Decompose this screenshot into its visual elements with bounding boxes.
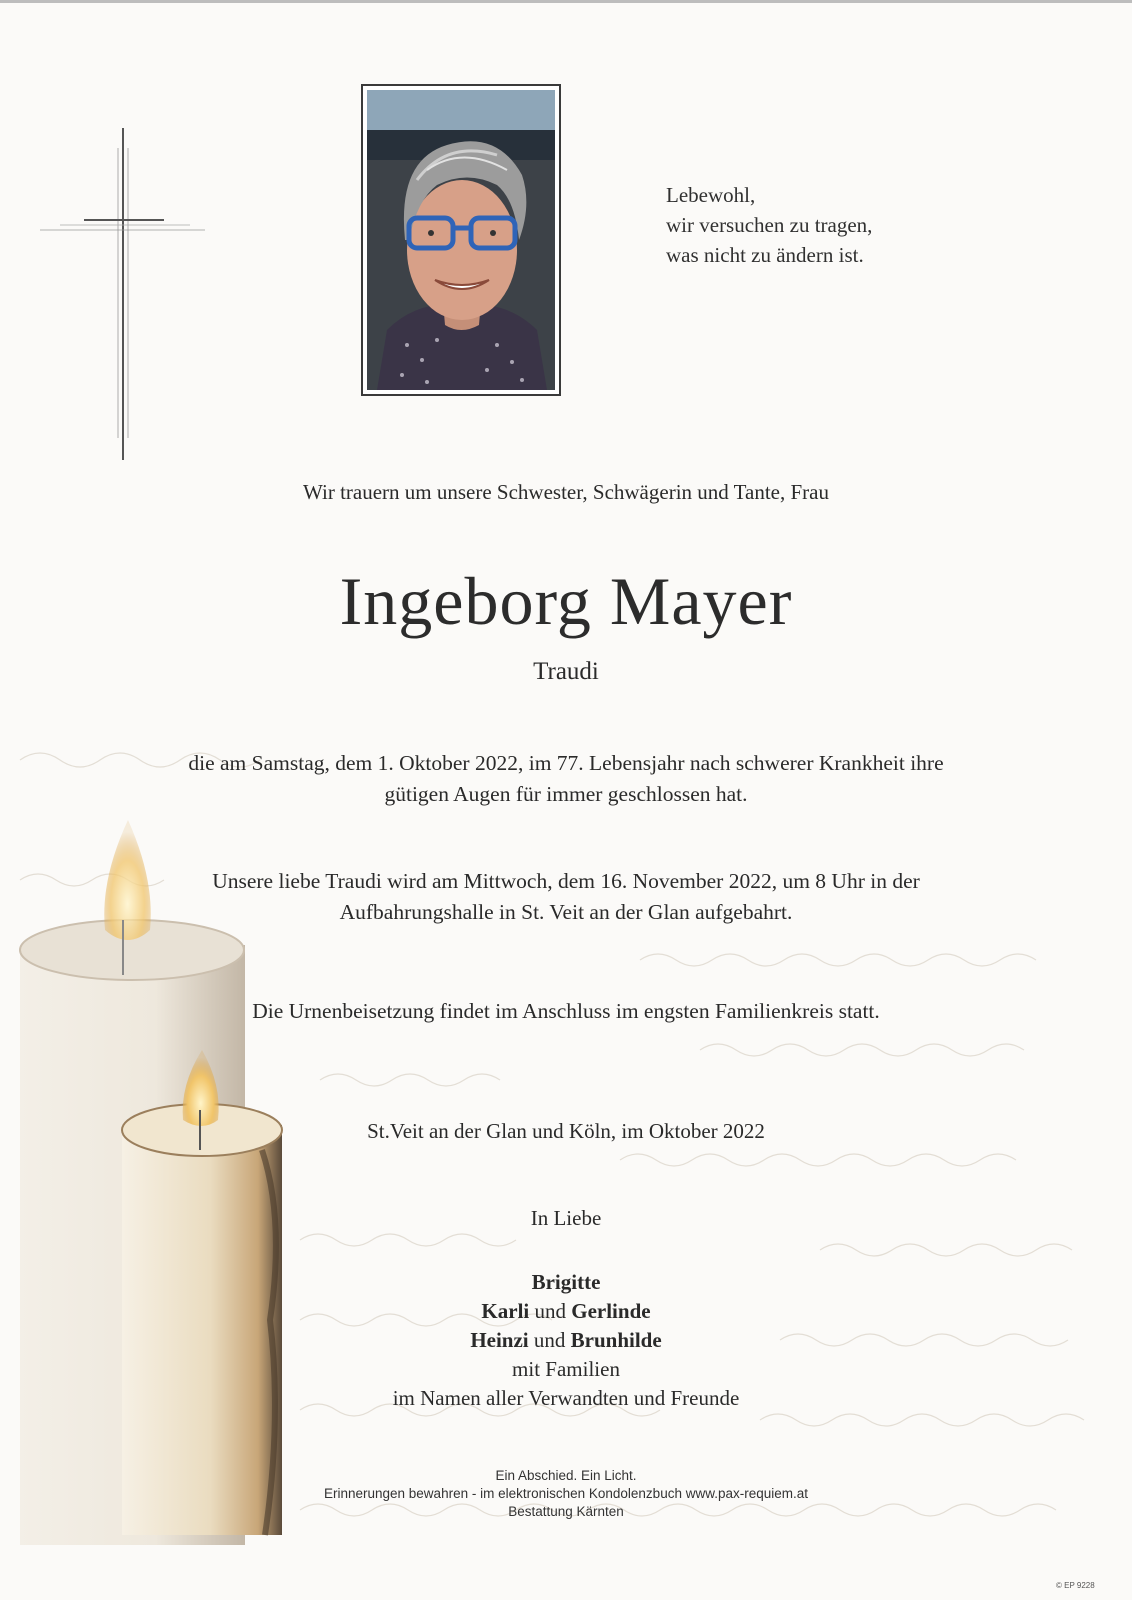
candle-illustration [0,820,300,1550]
print-code: © EP 9228 [1056,1581,1095,1590]
burial-notice: Die Urnenbeisetzung findet im Anschluss im engsten Familienkreis statt. [252,999,880,1023]
conjunction: und [529,1299,572,1323]
place-date: St.Veit an der Glan und Köln, im Oktober 2022 [367,1119,765,1143]
deceased-name: Ingeborg Mayer [339,563,793,639]
closing-text: In Liebe [530,1206,602,1230]
family-name: Heinzi [470,1328,529,1352]
footer-line: Ein Abschied. Ein Licht. [495,1468,637,1483]
family-line: mit Familien [512,1357,620,1381]
motto-verse [666,180,872,270]
family-name: Gerlinde [571,1299,651,1323]
cross-icon [40,128,205,460]
death-notice [0,748,1132,810]
footer-line: Erinnerungen bewahren - im elektronischen Kondolenzbuch www.pax-requiem.at [323,1486,809,1501]
viewing-line: Aufbahrungshalle in St. Veit an der Glan aufgebahrt. [339,900,793,924]
family-name: Brigitte [531,1270,601,1294]
portrait-photo [361,84,561,396]
family-line: im Namen aller Verwandten und Freunde [392,1386,740,1410]
family-name: Karli [481,1299,530,1323]
viewing-line: Unsere liebe Traudi wird am Mittwoch, dem 16. November 2022, um 8 Uhr in der [212,869,920,893]
death-notice-line: die am Samstag, dem 1. Oktober 2022, im 77. Lebensjahr nach schwerer Krankheit ihre [188,751,944,775]
motto-line: Lebewohl, [666,183,756,207]
intro-text: Wir trauern um unsere Schwester, Schwägerin und Tante, Frau [303,480,829,504]
conjunction: und [528,1328,571,1352]
family-name: Brunhilde [570,1328,662,1352]
footer-notice [0,1467,1132,1521]
motto-line: wir versuchen zu tragen, [666,213,873,237]
footer-line: Bestattung Kärnten [508,1504,624,1519]
deceased-nickname: Traudi [533,658,599,685]
death-notice-line: gütigen Augen für immer geschlossen hat. [384,782,748,806]
motto-line: was nicht zu ändern ist. [666,243,864,267]
